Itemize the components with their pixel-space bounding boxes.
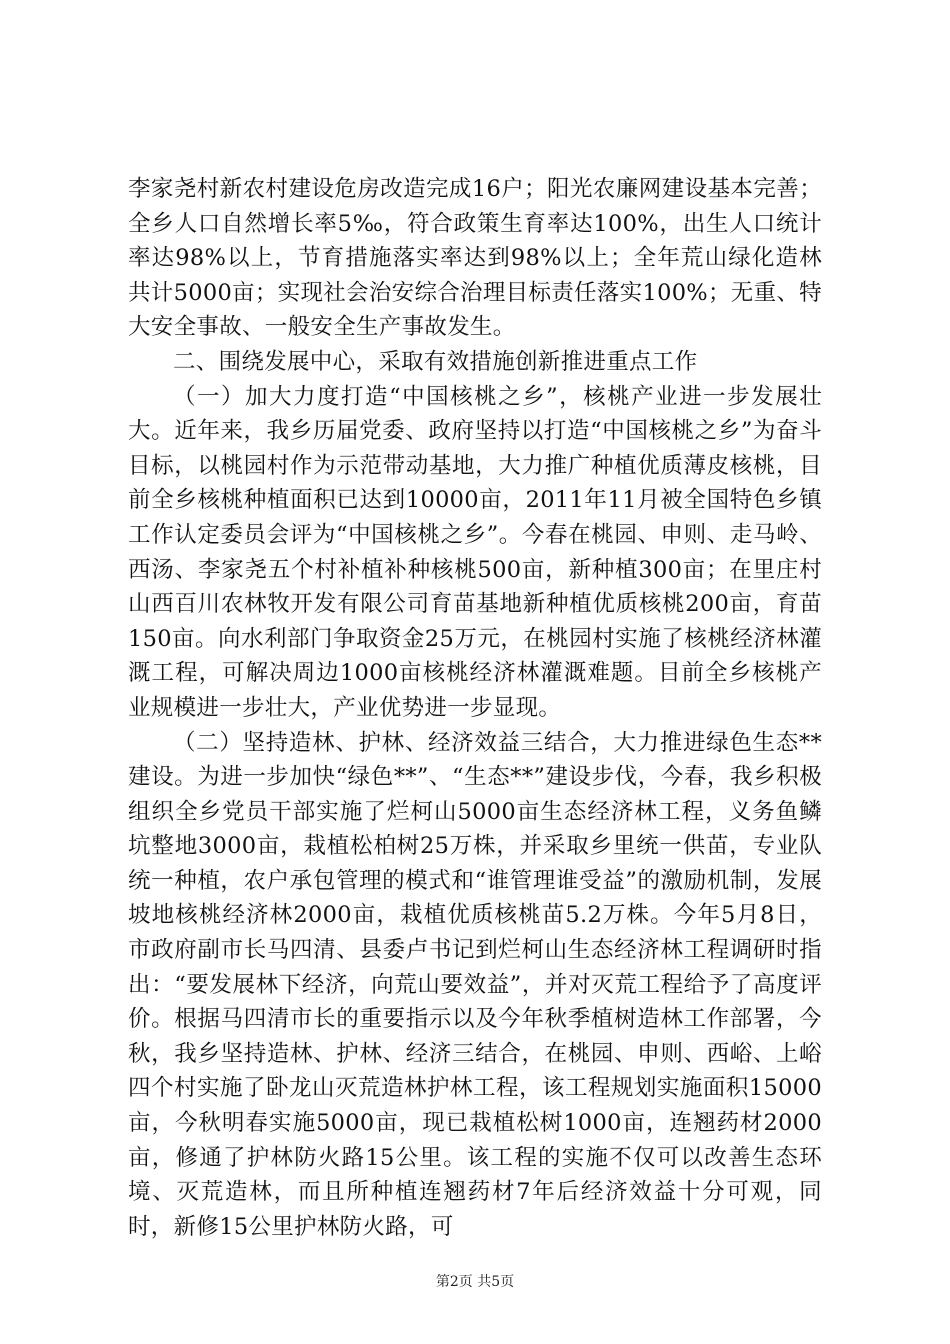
section-heading: 二、围绕发展中心，采取有效措施创新推进重点工作 bbox=[173, 348, 698, 375]
paragraph-walnut: （一）加大力度打造“中国核桃之乡”，核桃产业进一步发展壮大。近年来，我乡历届党委、政府坚持以打造“中国核桃之乡”为奋斗目标，以桃园村作为示范带动基地，大力推广种植优质薄皮核桃，目前全乡核桃种植面积已达到10000亩，2011年11月被全国特色乡镇工作认定委员会评为“中国核桃之乡”。今春在桃园、申则、走马岭、西汤、李家尧五个村补植补种核桃500亩，新种植300亩；在里庄村山西百川农林牧开发有限公司育苗基地新种植优质核桃200亩，育苗150亩。向水利部门争取资金25万元，在桃园村实施了核桃经济林灌溉工程，可解决周边1000亩核桃经济林灌溉难题。目前全乡核桃产业规模进一步壮大，产业优势进一步显现。 bbox=[128, 383, 822, 721]
document-body bbox=[128, 172, 822, 1244]
paragraph-forestry: （二）坚持造林、护林、经济效益三结合，大力推进绿色生态**建设。为进一步加快“绿色**”、“生态**”建设步伐，今春，我乡积极组织全乡党员干部实施了烂柯山5000亩生态经济林工程，义务鱼鳞坑整地3000亩，栽植松柏树25万株，并采取乡里统一供苗，专业队统一种植，农户承包管理的模式和“谁管理谁受益”的激励机制，发展坡地核桃经济林2000亩，栽植优质核桃苗5.2万株。今年5月8日，市政府副市长马四清、县委卢书记到烂柯山生态经济林工程调研时指出：“要发展林下经济，向荒山要效益”，并对灭荒工程给予了高度评价。根据马四清市长的重要指示以及今年秋季植树造林工作部署，今秋，我乡坚持造林、护林、经济三结合，在桃园、申则、西峪、上峪四个村实施了卧龙山灭荒造林护林工程，该工程规划实施面积15000亩，今秋明春实施5000亩，现已栽植松树1000亩，连翘药材2000亩，修通了护林防火路15公里。该工程的实施不仅可以改善生态环境、灭荒造林，而且所种植连翘药材7年后经济效益十分可观，同时，新修15公里护林防火路，可 bbox=[128, 729, 822, 1240]
paragraph-continued: 李家尧村新农村建设危房改造完成16户；阳光农廉网建设基本完善；全乡人口自然增长率5‰，符合政策生育率达100%，出生人口统计率达98%以上，节育措施落实率达到98%以上；全年荒山绿化造林共计5000亩；实现社会治安综合治理目标责任落实100%；无重、特大安全事故、一般安全生产事故发生。 bbox=[128, 176, 822, 341]
page-number-footer: 第2页 共5页 bbox=[435, 1274, 515, 1290]
